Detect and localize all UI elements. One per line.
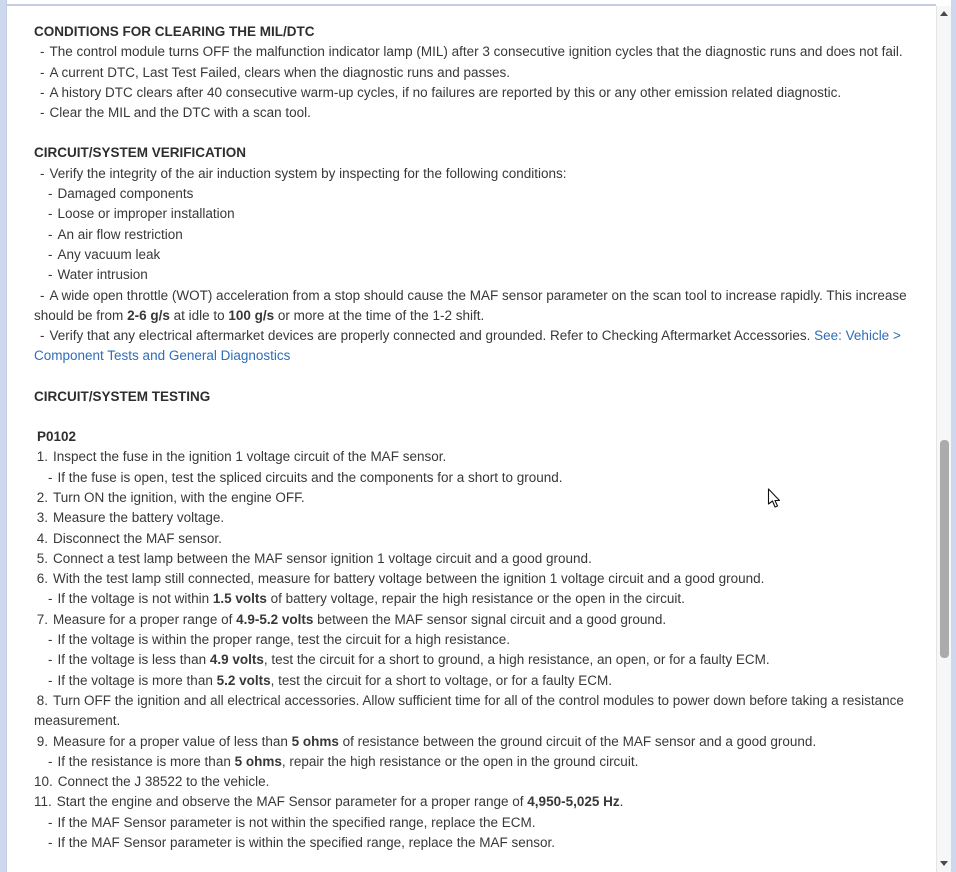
doc-line (34, 630, 930, 650)
list-marker: 7. (36, 611, 48, 627)
text-segment: Start the engine and observe the MAF Sensor parameter for a proper range of (56, 794, 528, 810)
text-segment: 100 g/s (228, 307, 275, 323)
text-segment: Damaged components (57, 186, 194, 202)
doc-line (34, 204, 930, 224)
text-segment: Verify the integrity of the air induction system by inspecting for the following conditions: (49, 165, 567, 181)
text-segment: 4,950-5,025 Hz (527, 794, 620, 810)
list-marker: 8. (36, 692, 48, 708)
scrollbar-thumb[interactable] (940, 440, 949, 658)
text-segment: Clear the MIL and the DTC with a scan tool. (49, 105, 311, 121)
doc-line (34, 164, 930, 184)
text-segment: 2-6 g/s (127, 307, 170, 323)
scrollbar[interactable] (936, 6, 951, 872)
window-left-border (0, 0, 7, 872)
list-marker: - (48, 652, 53, 668)
text-segment: With the test lamp still connected, measure for battery voltage between the ignition 1 voltage circuit and a good ground. (53, 571, 765, 587)
text-segment: Measure for a proper range of (53, 611, 237, 627)
list-marker: - (40, 105, 45, 121)
text-segment: Measure for a proper value of less than (53, 733, 292, 749)
text-segment: of battery voltage, repair the high resistance or the open in the circuit. (266, 591, 685, 607)
list-marker: - (48, 672, 53, 688)
text-segment: . (619, 794, 624, 810)
doc-line (34, 833, 930, 853)
text-segment: If the voltage is more than (57, 672, 217, 688)
list-marker: - (40, 287, 45, 303)
list-marker: - (40, 44, 45, 60)
text-segment: at idle to (169, 307, 229, 323)
scroll-down-button[interactable] (937, 856, 951, 871)
text-segment: Inspect the fuse in the ignition 1 voltage circuit of the MAF sensor. (53, 449, 447, 465)
doc-line (34, 610, 930, 630)
text-segment: Connect a test lamp between the MAF sensor ignition 1 voltage circuit and a good ground. (53, 550, 592, 566)
window-right-border (951, 0, 956, 872)
doc-line (34, 225, 930, 245)
arrow-up-icon (940, 11, 948, 16)
text-segment: A current DTC, Last Test Failed, clears when the diagnostic runs and passes. (49, 64, 510, 80)
text-segment: , test the circuit for a short to ground, a high resistance, an open, or for a faulty ECM. (263, 652, 770, 668)
list-marker: 1. (36, 449, 48, 465)
list-marker: - (48, 186, 53, 202)
sub-heading: P0102 (37, 429, 77, 445)
list-marker: 11. (34, 794, 52, 810)
list-marker: - (48, 753, 53, 769)
list-marker: 2. (36, 489, 48, 505)
doc-line (34, 732, 930, 752)
doc-line (34, 83, 930, 103)
list-marker: - (48, 469, 53, 485)
section-heading: CIRCUIT/SYSTEM VERIFICATION (34, 145, 247, 161)
doc-line (34, 468, 930, 488)
doc-line (34, 569, 930, 589)
text-segment: If the fuse is open, test the spliced circuits and the components for a short to ground. (57, 469, 563, 485)
section-heading: CONDITIONS FOR CLEARING THE MIL/DTC (34, 24, 315, 39)
list-marker: - (48, 226, 53, 242)
list-marker: 3. (36, 510, 48, 526)
text-segment: If the voltage is less than (57, 652, 210, 668)
list-marker: - (48, 267, 53, 283)
doc-line (34, 671, 930, 691)
section-heading: CIRCUIT/SYSTEM TESTING (34, 388, 211, 404)
doc-line (34, 103, 930, 123)
doc-line (34, 42, 930, 62)
text-segment: 5.2 volts (216, 672, 271, 688)
text-segment: Loose or improper installation (57, 206, 235, 222)
list-marker: - (48, 632, 53, 648)
doc-line (34, 752, 930, 772)
doc-line (34, 245, 930, 265)
text-segment: , repair the high resistance or the open in the ground circuit. (281, 753, 639, 769)
text-segment: or more at the time of the 1-2 shift. (274, 307, 485, 323)
doc-line (34, 326, 930, 367)
text-segment: between the MAF sensor signal circuit and a good ground. (313, 611, 667, 627)
text-segment: An air flow restriction (57, 226, 183, 242)
list-marker: - (40, 165, 45, 181)
doc-line (34, 508, 930, 528)
text-segment: 5 ohms (291, 733, 339, 749)
text-segment: The control module turns OFF the malfunction indicator lamp (MIL) after 3 consecutive ignition cycles that the diagnostic runs and does not fail. (49, 44, 903, 60)
text-segment: of resistance between the ground circuit of the MAF sensor and a good ground. (338, 733, 817, 749)
document-body (8, 6, 936, 872)
doc-line (34, 792, 930, 812)
text-segment: Verify that any electrical aftermarket devices are properly connected and grounded. Refer to Checking Aftermarket Accessories. (49, 328, 815, 344)
text-segment: 4.9-5.2 volts (236, 611, 314, 627)
text-segment: Connect the J 38522 to the vehicle. (57, 774, 270, 790)
doc-line (34, 691, 930, 732)
doc-line (34, 549, 930, 569)
text-segment: Turn OFF the ignition and all electrical accessories. Allow sufficient time for all of the control modules to power down before taking a resistance measurement. (34, 692, 904, 729)
doc-line (34, 488, 930, 508)
doc-line (34, 265, 930, 285)
text-segment: , test the circuit for a short to voltage, or for a faulty ECM. (270, 672, 613, 688)
list-marker: - (40, 84, 45, 100)
text-segment: 4.9 volts (209, 652, 264, 668)
list-marker: - (48, 591, 53, 607)
inline-link[interactable]: See: Vehicle > Component Tests and General Diagnostics (34, 328, 901, 364)
arrow-down-icon (940, 861, 948, 866)
doc-line (34, 650, 930, 670)
list-marker: - (40, 64, 45, 80)
text-segment: Turn ON the ignition, with the engine OFF. (53, 489, 305, 505)
doc-line (34, 184, 930, 204)
list-marker: 6. (36, 571, 48, 587)
text-segment: If the voltage is not within (57, 591, 213, 607)
doc-line (34, 63, 930, 83)
text-segment: A wide open throttle (WOT) acceleration from a stop should cause the MAF sensor parameter on the scan tool to increase rapidly. This increase should be from (34, 287, 907, 323)
list-marker: - (40, 328, 45, 344)
text-segment: A history DTC clears after 40 consecutive warm-up cycles, if no failures are reported by this or any other emission related diagnostic. (49, 84, 842, 100)
list-marker: - (48, 814, 53, 830)
text-segment: If the MAF Sensor parameter is within the specified range, replace the MAF sensor. (57, 834, 555, 850)
list-marker: 10. (34, 774, 53, 790)
text-segment: Measure the battery voltage. (53, 510, 225, 526)
text-segment: If the resistance is more than (57, 753, 235, 769)
list-marker: 4. (36, 530, 48, 546)
text-segment: Disconnect the MAF sensor. (53, 530, 222, 546)
doc-line (34, 286, 930, 327)
doc-line (34, 529, 930, 549)
list-marker: 5. (36, 550, 48, 566)
text-segment: Water intrusion (57, 267, 148, 283)
list-marker: - (48, 834, 53, 850)
doc-line (34, 772, 930, 792)
text-segment: If the voltage is within the proper range, test the circuit for a high resistance. (57, 632, 510, 648)
text-segment: 5 ohms (234, 753, 282, 769)
text-segment: Any vacuum leak (57, 246, 161, 262)
doc-line (34, 447, 930, 467)
list-marker: 9. (36, 733, 48, 749)
text-segment: 1.5 volts (212, 591, 267, 607)
list-marker: - (48, 206, 53, 222)
scroll-up-button[interactable] (937, 6, 951, 21)
list-marker: - (48, 246, 53, 262)
doc-line (34, 813, 930, 833)
text-segment: If the MAF Sensor parameter is not within the specified range, replace the ECM. (57, 814, 536, 830)
doc-line (34, 589, 930, 609)
